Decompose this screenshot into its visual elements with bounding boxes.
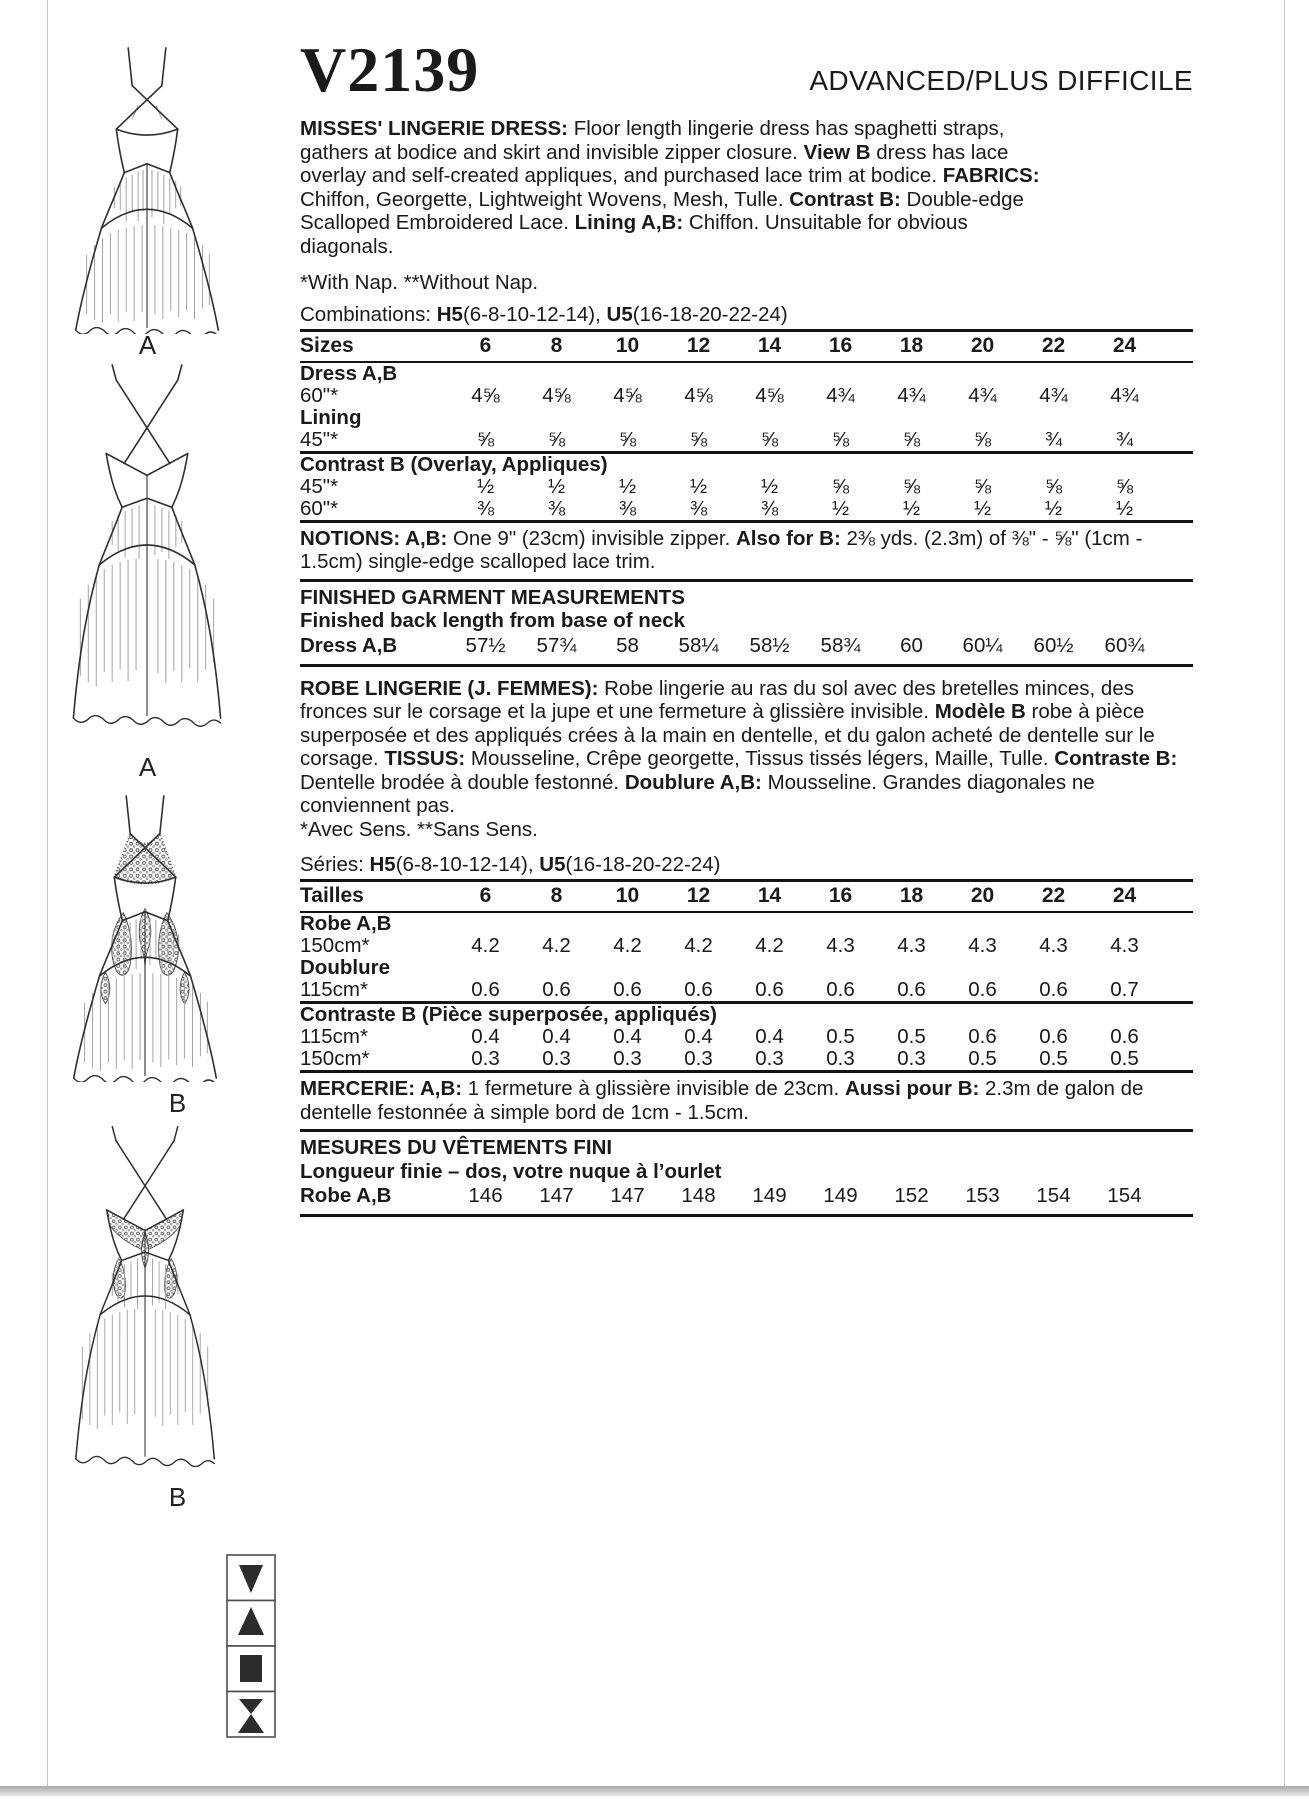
measurement-value: 146 — [468, 1184, 503, 1208]
yardage-value: 4.2 — [542, 934, 571, 958]
yardage-value: 0.6 — [968, 1025, 997, 1049]
measurement-value: 147 — [539, 1184, 574, 1208]
yardage-value: 0.6 — [826, 978, 855, 1002]
yardage-value: 4⅝ — [755, 383, 784, 407]
yardage-group-row — [300, 1003, 1193, 1027]
measurement-value: 57½ — [465, 633, 506, 657]
fabric-width-label: 150cm* — [300, 934, 370, 958]
yardage-value: 4¾ — [897, 383, 926, 407]
header-row — [300, 36, 1193, 103]
description-french-text: ROBE LINGERIE (J. FEMMES): Robe lingerie au ras du sol avec des bretelles minces, des fronces sur le corsage et la jupe et une fermeture à glissière invisible. Modèle B robe à pièce superposée et des appliqués crées à la main en dentelle, et du galon acheté de dentelle sur le corsage. TISSUS: Mousseline, Crêpe georgette, Tissus tissés légers, Maille, Tulle. Contraste B: Dentelle brodée à double festonné. Doublure A,B: Mousseline. Grandes diagonales ne conviennent pas. — [300, 676, 1178, 818]
measurement-value: 58¾ — [820, 633, 861, 657]
measurement-value: 152 — [894, 1184, 929, 1208]
yardage-value: ½ — [760, 474, 779, 498]
measurement-value: 153 — [965, 1184, 1000, 1208]
yardage-value: ½ — [902, 496, 921, 520]
yardage-value: 4.2 — [613, 934, 642, 958]
size-row-header: Tailles — [300, 881, 450, 913]
yardage-value: 4.3 — [897, 934, 926, 958]
yardage-value: ⅝ — [902, 474, 921, 498]
yardage-value: 4¾ — [968, 383, 997, 407]
measurement-value: 60¾ — [1104, 633, 1145, 657]
spacer — [1160, 476, 1193, 498]
spacer — [1160, 1048, 1193, 1072]
yardage-value: ⅝ — [1044, 474, 1063, 498]
yardage-value: 0.6 — [897, 978, 926, 1002]
yardage-group-row — [300, 912, 1193, 935]
yardage-value: ½ — [831, 496, 850, 520]
measurement-value: 154 — [1036, 1184, 1071, 1208]
yardage-value: 4.3 — [1039, 934, 1068, 958]
size-column-header: 24 — [1089, 330, 1160, 362]
view-label-a-back: A — [138, 752, 157, 782]
yardage-value: ⅝ — [476, 427, 495, 451]
difficulty-level: ADVANCED/PLUS DIFFICILE — [809, 65, 1193, 97]
nap-note-english: *With Nap. **Without Nap. — [300, 271, 539, 295]
yardage-row — [300, 979, 1193, 1003]
text-column — [300, 36, 1193, 1217]
page-right-edge — [1284, 0, 1285, 1786]
yardage-value: ⅝ — [760, 427, 779, 451]
finished-measurements-subtitle: Finished back length from base of neck — [300, 609, 686, 633]
yardage-row — [300, 385, 1193, 407]
yardage-value: 4⅝ — [542, 383, 571, 407]
yardage-group-label: Dress A,B — [300, 361, 398, 385]
size-header-row — [300, 881, 1193, 913]
size-column-header: 22 — [1018, 881, 1089, 913]
yardage-value: ⅝ — [902, 427, 921, 451]
spacer — [1160, 633, 1193, 659]
yardage-row — [300, 935, 1193, 957]
measurement-value: 60¼ — [962, 633, 1003, 657]
yardage-value: 4¾ — [826, 383, 855, 407]
yardage-value: 0.6 — [1039, 1025, 1068, 1049]
yardage-value: ½ — [1044, 496, 1063, 520]
yardage-value: 0.3 — [471, 1047, 500, 1071]
nap-note-french: *Avec Sens. **Sans Sens. — [300, 817, 538, 841]
measurement-value: 58¼ — [678, 633, 719, 657]
series-line: Séries: H5(6-8-10-12-14), U5(16-18-20-22-24) — [300, 853, 721, 877]
mesures-title: MESURES DU VÊTEMENTS FINI — [300, 1136, 613, 1160]
yardage-value: ⅜ — [476, 496, 495, 520]
yardage-row — [300, 1048, 1193, 1072]
fabric-width-label: 150cm* — [300, 1047, 370, 1071]
size-column-header: 20 — [947, 881, 1018, 913]
yardage-value: ⅝ — [973, 427, 992, 451]
illustration-view-b-front — [38, 790, 253, 1082]
size-column-header: 6 — [450, 330, 521, 362]
yardage-value: ⅝ — [831, 427, 850, 451]
combinations-line: Combinations: H5(6-8-10-12-14), U5(16-18-20-22-24) — [300, 302, 788, 326]
illustration-view-a-back — [40, 360, 255, 730]
yardage-value: ⅝ — [1115, 474, 1134, 498]
yardage-value: 4.2 — [471, 934, 500, 958]
measurement-row-label: Dress A,B — [300, 633, 398, 657]
fabric-width-label: 115cm* — [300, 1025, 368, 1049]
yardage-row — [300, 476, 1193, 498]
finished-measurements-title: FINISHED GARMENT MEASUREMENTS — [300, 585, 685, 609]
yardage-value: 0.6 — [1039, 978, 1068, 1002]
yardage-value: ⅝ — [689, 427, 708, 451]
size-column-header: 8 — [521, 881, 592, 913]
yardage-value: 4¾ — [1110, 383, 1139, 407]
yardage-value: 0.3 — [897, 1047, 926, 1071]
illustration-view-b-back — [38, 1122, 253, 1470]
measurement-value: 58 — [616, 633, 639, 657]
spacer — [1160, 385, 1193, 407]
yardage-value: 0.5 — [1039, 1047, 1068, 1071]
size-column-header: 20 — [947, 330, 1018, 362]
yardage-value: 0.5 — [897, 1025, 926, 1049]
spacer — [1160, 498, 1193, 522]
yardage-value: 4¾ — [1039, 383, 1068, 407]
spacer — [1160, 1026, 1193, 1048]
measurement-value: 60 — [900, 633, 923, 657]
description-english: MISSES' LINGERIE DRESS: Floor length lingerie dress has spaghetti straps, gathers at bodice and skirt and invisible zipper closure. View B dress has lace overlay and self-created appliques, and purchased lace trim at bodice. FABRICS: Chiffon, Georgette, Lightweight Wovens, Mesh, Tulle. Contrast B: Double-edge Scalloped Embroidered Lace. Lining A,B: Chiffon. Unsuitable for obvious diagonals. — [300, 117, 1040, 258]
yardage-row — [300, 1026, 1193, 1048]
fabric-width-label: 60"* — [300, 383, 339, 407]
yardage-value: ⅜ — [689, 496, 708, 520]
yardage-value: 0.6 — [755, 978, 784, 1002]
yardage-value: 0.5 — [968, 1047, 997, 1071]
yardage-value: 0.6 — [684, 978, 713, 1002]
pattern-number: V2139 — [300, 34, 480, 105]
yardage-group-label: Lining — [300, 405, 362, 429]
fabric-width-label: 45"* — [300, 474, 339, 498]
yardage-value: ¾ — [1044, 427, 1063, 451]
yardage-value: 4⅝ — [613, 383, 642, 407]
yardage-group-row — [300, 407, 1193, 429]
yardage-table-french — [300, 879, 1193, 1073]
yardage-row — [300, 498, 1193, 522]
fabric-width-label: 115cm* — [300, 978, 368, 1002]
size-column-header: 8 — [521, 330, 592, 362]
yardage-group-label: Contrast B (Overlay, Appliques) — [300, 452, 1193, 476]
yardage-group-label: Contraste B (Pièce superposée, appliqués) — [300, 1003, 1193, 1027]
measurement-value: 60½ — [1033, 633, 1074, 657]
spacer — [1160, 1183, 1193, 1209]
yardage-value: 0.4 — [542, 1025, 571, 1049]
yardage-value: ⅝ — [618, 427, 637, 451]
description-french — [300, 677, 1189, 842]
illustration-view-a-front — [40, 42, 255, 334]
cutting-layout-symbol-strip — [226, 1554, 276, 1740]
measurement-value: 147 — [610, 1184, 645, 1208]
yardage-value: 0.4 — [471, 1025, 500, 1049]
yardage-value: 4.2 — [755, 934, 784, 958]
fabric-width-label: 60"* — [300, 496, 339, 520]
yardage-value: 4.2 — [684, 934, 713, 958]
yardage-value: ⅝ — [973, 474, 992, 498]
yardage-value: ½ — [1115, 496, 1134, 520]
mesures-subtitle: Longueur finie – dos, votre nuque à l’ourlet — [300, 1159, 722, 1183]
yardage-value: ¾ — [1115, 427, 1134, 451]
yardage-group-label: Robe A,B — [300, 912, 392, 936]
measurement-value: 149 — [823, 1184, 858, 1208]
size-column-header: 6 — [450, 881, 521, 913]
size-column-header: 22 — [1018, 330, 1089, 362]
spacer — [1160, 935, 1193, 957]
spacer — [1160, 429, 1193, 453]
measurement-value: 148 — [681, 1184, 716, 1208]
yardage-value: ½ — [973, 496, 992, 520]
yardage-value: 0.3 — [542, 1047, 571, 1071]
mesures-row — [300, 1183, 1193, 1209]
size-column-header: 16 — [805, 881, 876, 913]
yardage-table-english — [300, 329, 1193, 523]
yardage-value: 0.6 — [968, 978, 997, 1002]
yardage-group-row — [300, 957, 1193, 979]
spacer — [1160, 979, 1193, 1003]
size-column-header: 12 — [663, 881, 734, 913]
size-column-header: 14 — [734, 330, 805, 362]
yardage-value: 0.5 — [1110, 1047, 1139, 1071]
measurement-value: 154 — [1107, 1184, 1142, 1208]
mercerie-section: MERCERIE: A,B: 1 fermeture à glissière invisible de 23cm. Aussi pour B: 2.3m de galon de dentelle festonnée à simple bord de 1cm - 1.5cm. — [300, 1073, 1193, 1132]
yardage-value: 4⅝ — [471, 383, 500, 407]
yardage-value: 0.7 — [1110, 978, 1139, 1002]
yardage-value: 4⅝ — [684, 383, 713, 407]
yardage-value: 4.3 — [1110, 934, 1139, 958]
size-column-header: 12 — [663, 330, 734, 362]
yardage-value: ½ — [547, 474, 566, 498]
spacer — [1160, 330, 1193, 362]
yardage-value: ½ — [476, 474, 495, 498]
finished-measurements-french — [300, 1132, 1193, 1217]
yardage-value: ⅜ — [547, 496, 566, 520]
yardage-value: 0.6 — [471, 978, 500, 1002]
yardage-row — [300, 429, 1193, 453]
measurement-row-label: Robe A,B — [300, 1184, 392, 1208]
notions-section: NOTIONS: A,B: One 9" (23cm) invisible zipper. Also for B: 2⅜ yds. (2.3m) of ⅜" - ⅝" (1cm - 1.5cm) single-edge scalloped lace trim. — [300, 523, 1193, 582]
view-label-a-front: A — [138, 330, 157, 360]
yardage-value: 0.6 — [542, 978, 571, 1002]
yardage-value: 0.3 — [684, 1047, 713, 1071]
yardage-value: 0.6 — [613, 978, 642, 1002]
yardage-value: 4.3 — [826, 934, 855, 958]
yardage-group-row — [300, 452, 1193, 476]
measurement-value: 58½ — [749, 633, 790, 657]
page-bottom-shadow — [0, 1786, 1309, 1796]
yardage-value: ½ — [618, 474, 637, 498]
size-header-row — [300, 330, 1193, 362]
yardage-value: ⅜ — [760, 496, 779, 520]
measurement-value: 57¾ — [536, 633, 577, 657]
yardage-value: 4.3 — [968, 934, 997, 958]
view-label-b-back: B — [168, 1482, 187, 1512]
nap-square-icon — [240, 1655, 262, 1682]
measurement-value: 149 — [752, 1184, 787, 1208]
yardage-value: 0.3 — [826, 1047, 855, 1071]
fabric-width-label: 45"* — [300, 427, 339, 451]
size-column-header: 14 — [734, 881, 805, 913]
yardage-value: 0.3 — [613, 1047, 642, 1071]
measurement-row — [300, 1183, 1193, 1209]
yardage-value: ⅜ — [618, 496, 637, 520]
yardage-value: 0.4 — [613, 1025, 642, 1049]
yardage-group-label: Doublure — [300, 956, 390, 980]
size-row-header: Sizes — [300, 330, 450, 362]
yardage-value: ⅝ — [831, 474, 850, 498]
yardage-value: 0.4 — [755, 1025, 784, 1049]
size-column-header: 10 — [592, 330, 663, 362]
yardage-value: 0.6 — [1110, 1025, 1139, 1049]
yardage-group-row — [300, 362, 1193, 385]
size-column-header: 10 — [592, 881, 663, 913]
measurement-row — [300, 633, 1193, 659]
yardage-value: 0.4 — [684, 1025, 713, 1049]
finished-measurements-row — [300, 633, 1193, 659]
yardage-value: 0.5 — [826, 1025, 855, 1049]
spacer — [1160, 881, 1193, 913]
size-column-header: 18 — [876, 330, 947, 362]
size-column-header: 16 — [805, 330, 876, 362]
view-label-b-front: B — [168, 1088, 187, 1118]
finished-measurements-english — [300, 582, 1193, 667]
yardage-value: 0.3 — [755, 1047, 784, 1071]
size-column-header: 24 — [1089, 881, 1160, 913]
size-column-header: 18 — [876, 881, 947, 913]
yardage-value: ½ — [689, 474, 708, 498]
yardage-value: ⅝ — [547, 427, 566, 451]
